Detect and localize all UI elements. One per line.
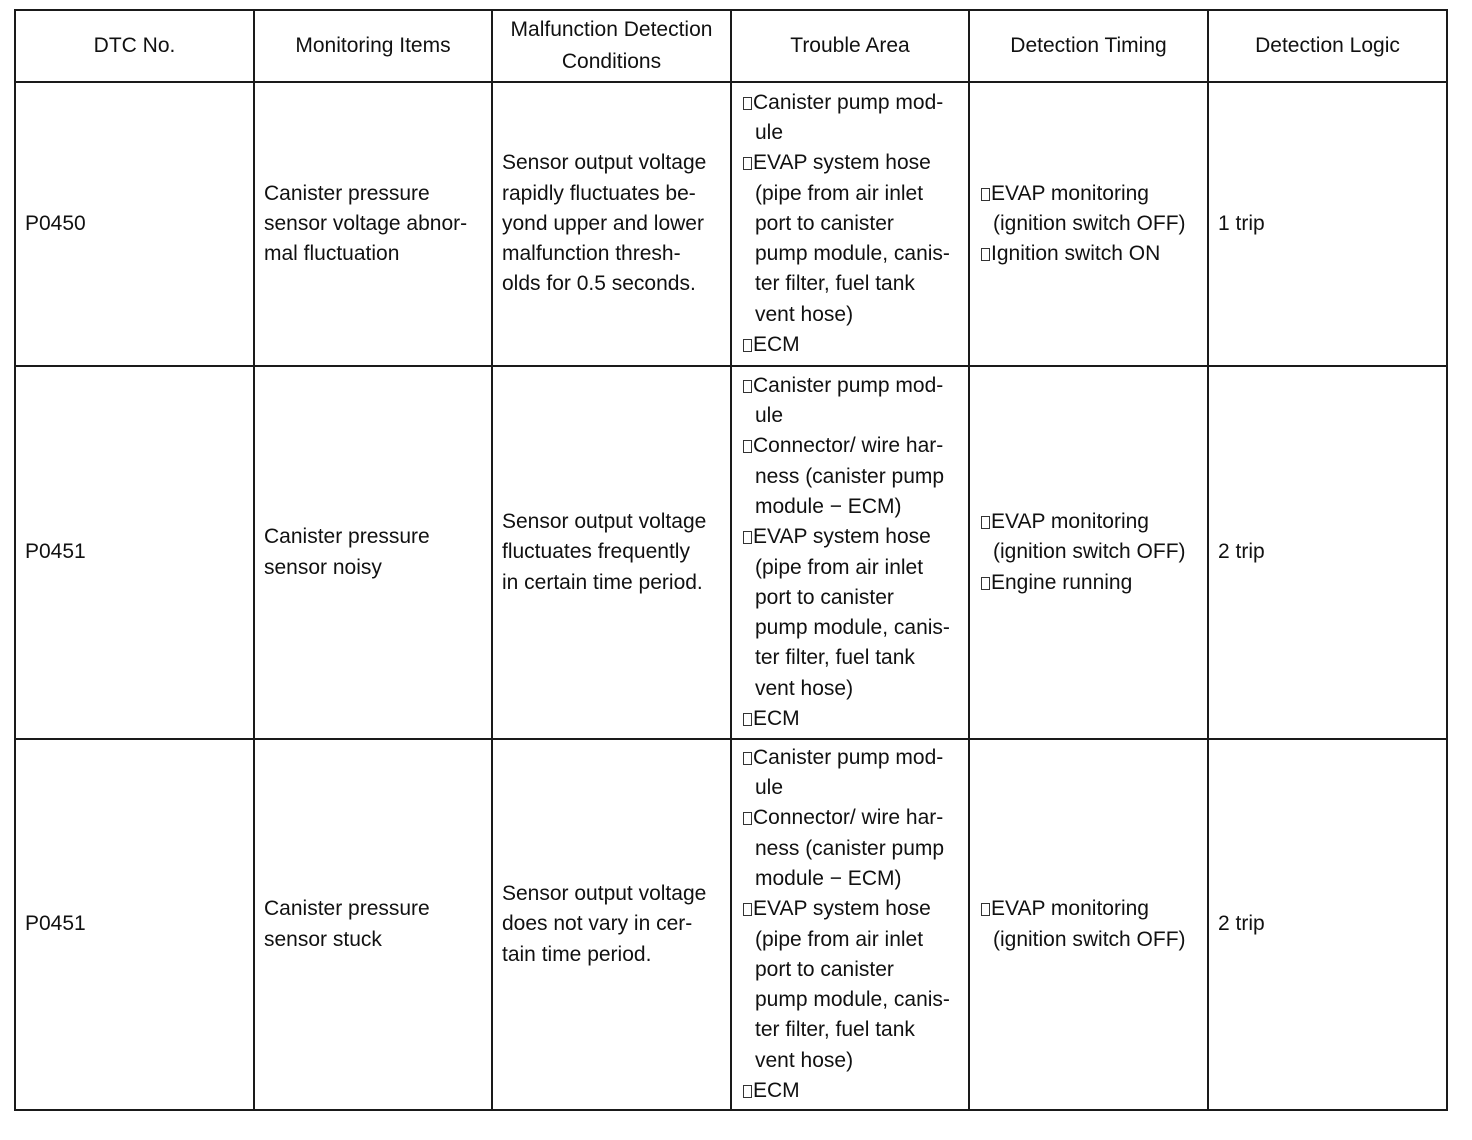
bullet-text-line: Canister pump mod- bbox=[753, 745, 944, 769]
bullet-item bbox=[981, 239, 1203, 269]
bullet-square-icon bbox=[743, 339, 752, 352]
bullet-square-icon bbox=[743, 531, 752, 544]
bullet-text-line: module − ECM) bbox=[755, 866, 902, 890]
bullet-item bbox=[743, 803, 964, 894]
cell-text-line: fluctuates frequently bbox=[502, 540, 690, 564]
detection-timing-cell bbox=[969, 366, 1208, 739]
bullet-text-line: vent hose) bbox=[755, 302, 854, 326]
bullet-text-line: ness (canister pump bbox=[755, 836, 945, 860]
bullet-square-icon bbox=[743, 1085, 752, 1098]
bullet-text-line: port to canister bbox=[755, 211, 894, 235]
table-row bbox=[15, 739, 1447, 1110]
bullet-text-line: ule bbox=[755, 776, 784, 800]
header-trouble-area: Trouble Area bbox=[731, 10, 969, 82]
bullet-item bbox=[743, 743, 964, 804]
bullet-text-line: Engine running bbox=[991, 570, 1133, 594]
cell-text-line: 2 trip bbox=[1218, 912, 1265, 936]
bullet-text-line: ule bbox=[755, 120, 784, 144]
header-row bbox=[15, 10, 1447, 82]
bullet-square-icon bbox=[743, 157, 752, 170]
cell-text-line: Sensor output voltage bbox=[502, 151, 707, 175]
bullet-text-line: port to canister bbox=[755, 957, 894, 981]
bullet-square-icon bbox=[981, 577, 990, 590]
cell-text-line: 1 trip bbox=[1218, 211, 1265, 235]
detection-conditions-cell bbox=[492, 366, 731, 739]
bullet-item bbox=[743, 330, 964, 360]
table-row bbox=[15, 82, 1447, 366]
cell-text-line: sensor stuck bbox=[264, 927, 382, 951]
bullet-text-line: ECM bbox=[753, 1078, 800, 1102]
cell-text-line: 2 trip bbox=[1218, 540, 1265, 564]
header-dtc-no: DTC No. bbox=[15, 10, 254, 82]
header-detection-timing: Detection Timing bbox=[969, 10, 1208, 82]
cell-text-line: malfunction thresh- bbox=[502, 242, 681, 266]
bullet-square-icon bbox=[981, 248, 990, 261]
bullet-text-line: (pipe from air inlet bbox=[755, 927, 924, 951]
dtc-number-cell bbox=[15, 82, 254, 366]
cell-text-line: sensor noisy bbox=[264, 555, 382, 579]
bullet-item bbox=[743, 522, 964, 704]
cell-text-line: sensor voltage abnor- bbox=[264, 211, 468, 235]
table-row bbox=[15, 366, 1447, 739]
cell-text-line: P0451 bbox=[25, 912, 86, 936]
detection-logic-cell bbox=[1208, 366, 1447, 739]
monitoring-items-cell bbox=[254, 739, 492, 1110]
bullet-item bbox=[981, 894, 1203, 955]
cell-text-line: mal fluctuation bbox=[264, 242, 400, 266]
cell-text-line: P0450 bbox=[25, 211, 86, 235]
detection-conditions-cell bbox=[492, 82, 731, 366]
bullet-text-line: ness (canister pump bbox=[755, 464, 945, 488]
dtc-number-cell bbox=[15, 739, 254, 1110]
bullet-text-line: pump module, canis- bbox=[755, 242, 950, 266]
detection-logic-cell bbox=[1208, 739, 1447, 1110]
bullet-text-line: pump module, canis- bbox=[755, 988, 950, 1012]
cell-text-line: in certain time period. bbox=[502, 570, 703, 594]
bullet-square-icon bbox=[981, 903, 990, 916]
cell-text-line: P0451 bbox=[25, 540, 86, 564]
bullet-text-line: Canister pump mod- bbox=[753, 90, 944, 114]
bullet-square-icon bbox=[743, 97, 752, 110]
bullet-item bbox=[743, 704, 964, 734]
detection-timing-cell bbox=[969, 739, 1208, 1110]
cell-text-line: yond upper and lower bbox=[502, 211, 704, 235]
bullet-text-line: (pipe from air inlet bbox=[755, 181, 924, 205]
monitoring-items-cell bbox=[254, 82, 492, 366]
bullet-text-line: ter filter, fuel tank bbox=[755, 1018, 915, 1042]
bullet-item bbox=[743, 88, 964, 149]
cell-text-line: Canister pressure bbox=[264, 181, 430, 205]
header-monitoring-items: Monitoring Items bbox=[254, 10, 492, 82]
bullet-text-line: pump module, canis- bbox=[755, 616, 950, 640]
bullet-text-line: ter filter, fuel tank bbox=[755, 272, 915, 296]
bullet-square-icon bbox=[981, 516, 990, 529]
bullet-text-line: EVAP system hose bbox=[753, 151, 931, 175]
bullet-text-line: ule bbox=[755, 404, 784, 428]
header-malfunction-detection-conditions: Malfunction Detection Conditions bbox=[492, 10, 731, 82]
cell-text-line: tain time period. bbox=[502, 942, 652, 966]
trouble-area-cell bbox=[731, 739, 969, 1110]
bullet-text-line: Connector/ wire har- bbox=[753, 434, 944, 458]
bullet-square-icon bbox=[743, 812, 752, 825]
trouble-area-cell bbox=[731, 366, 969, 739]
bullet-text-line: (ignition switch OFF) bbox=[993, 211, 1186, 235]
bullet-text-line: EVAP system hose bbox=[753, 525, 931, 549]
bullet-text-line: Canister pump mod- bbox=[753, 373, 944, 397]
bullet-item bbox=[743, 431, 964, 522]
bullet-text-line: (ignition switch OFF) bbox=[993, 927, 1186, 951]
detection-conditions-cell bbox=[492, 739, 731, 1110]
bullet-item bbox=[743, 371, 964, 432]
cell-text-line: Canister pressure bbox=[264, 897, 430, 921]
bullet-text-line: port to canister bbox=[755, 585, 894, 609]
monitoring-items-cell bbox=[254, 366, 492, 739]
bullet-text-line: module − ECM) bbox=[755, 494, 902, 518]
detection-timing-cell bbox=[969, 82, 1208, 366]
bullet-text-line: (pipe from air inlet bbox=[755, 555, 924, 579]
cell-text-line: Canister pressure bbox=[264, 525, 430, 549]
detection-logic-cell bbox=[1208, 82, 1447, 366]
cell-text-line: olds for 0.5 seconds. bbox=[502, 272, 696, 296]
bullet-text-line: ter filter, fuel tank bbox=[755, 646, 915, 670]
bullet-square-icon bbox=[743, 903, 752, 916]
bullet-text-line: (ignition switch OFF) bbox=[993, 540, 1186, 564]
bullet-text-line: vent hose) bbox=[755, 1048, 854, 1072]
bullet-text-line: ECM bbox=[753, 333, 800, 357]
bullet-text-line: Ignition switch ON bbox=[991, 242, 1161, 266]
bullet-text-line: ECM bbox=[753, 706, 800, 730]
dtc-number-cell bbox=[15, 366, 254, 739]
bullet-text-line: EVAP system hose bbox=[753, 897, 931, 921]
bullet-text-line: vent hose) bbox=[755, 676, 854, 700]
header-detection-logic: Detection Logic bbox=[1208, 10, 1447, 82]
bullet-item bbox=[743, 894, 964, 1076]
bullet-square-icon bbox=[743, 440, 752, 453]
bullet-text-line: EVAP monitoring bbox=[991, 181, 1149, 205]
cell-text-line: does not vary in cer- bbox=[502, 912, 693, 936]
bullet-item bbox=[981, 179, 1203, 240]
dtc-table bbox=[14, 9, 1448, 1111]
bullet-item bbox=[743, 148, 964, 330]
cell-text-line: rapidly fluctuates be- bbox=[502, 181, 696, 205]
bullet-square-icon bbox=[743, 752, 752, 765]
bullet-item bbox=[981, 568, 1203, 598]
bullet-item bbox=[981, 507, 1203, 568]
trouble-area-cell bbox=[731, 82, 969, 366]
bullet-item bbox=[743, 1076, 964, 1106]
cell-text-line: Sensor output voltage bbox=[502, 882, 707, 906]
bullet-text-line: EVAP monitoring bbox=[991, 510, 1149, 534]
bullet-text-line: EVAP monitoring bbox=[991, 897, 1149, 921]
bullet-square-icon bbox=[743, 380, 752, 393]
cell-text-line: Sensor output voltage bbox=[502, 510, 707, 534]
bullet-square-icon bbox=[981, 188, 990, 201]
bullet-text-line: Connector/ wire har- bbox=[753, 806, 944, 830]
bullet-square-icon bbox=[743, 713, 752, 726]
